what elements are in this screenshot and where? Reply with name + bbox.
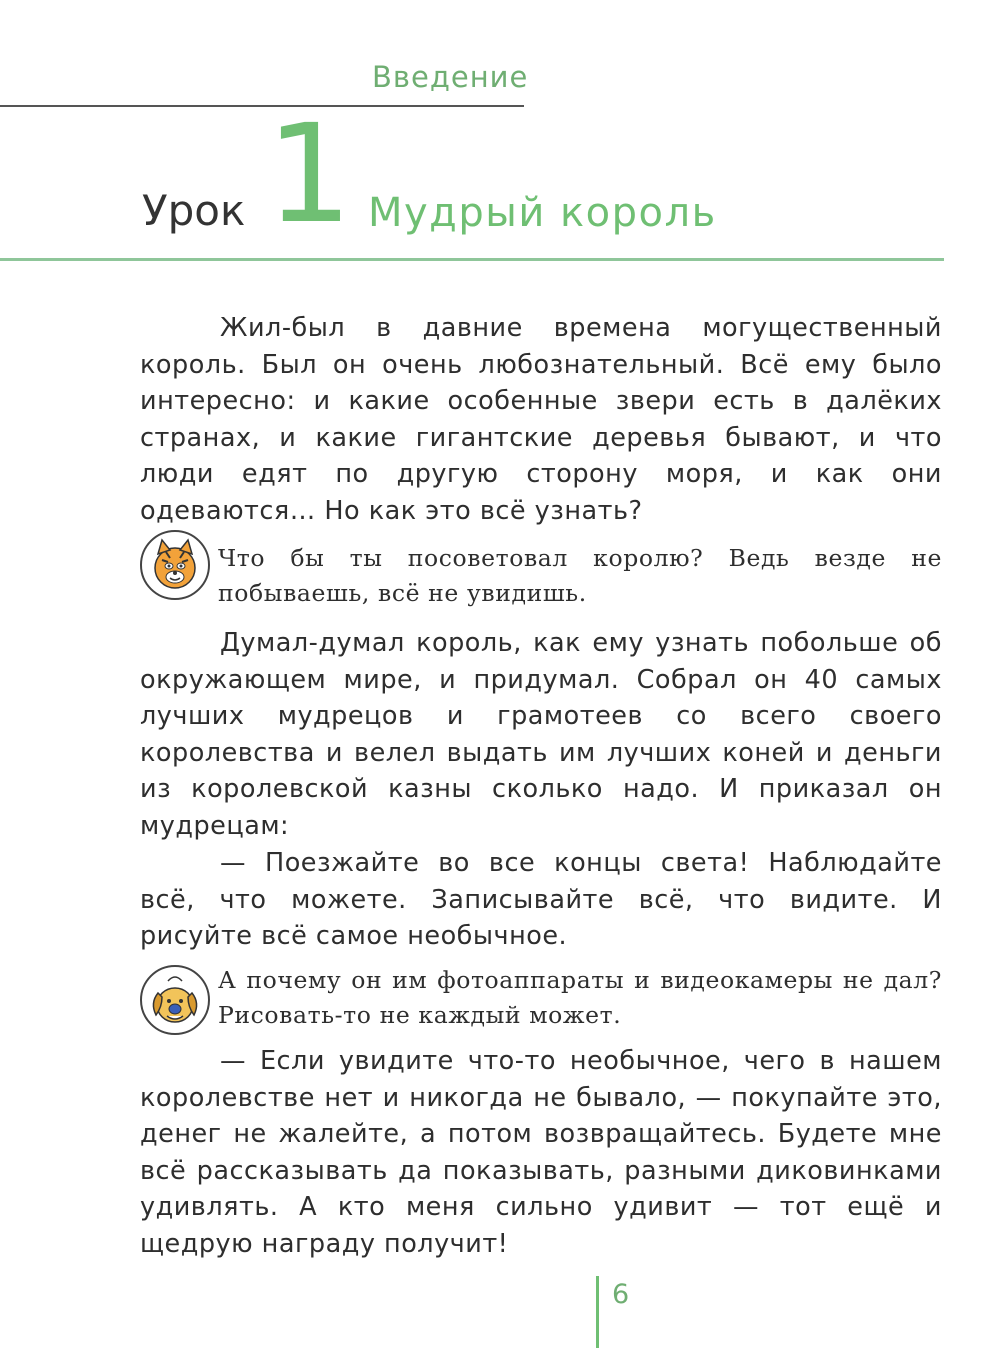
paragraph-3: — Поезжайте во все концы света! Наблюдайте всё, что можете. Записывайте всё, что видите. И рисуйте всё самое необычное. <box>140 848 942 952</box>
lesson-number: 1 <box>266 96 353 254</box>
section-divider <box>0 105 524 107</box>
page-number-divider <box>596 1276 599 1348</box>
lesson-title: Мудрый король <box>368 190 717 236</box>
puppy-icon <box>140 965 210 1035</box>
lesson-divider <box>0 258 944 261</box>
paragraph-4: — Если увидите что-то необычное, чего в нашем королевстве нет и никогда не бывало, — покупайте это, денег не жалейте, а потом возвращайтесь. Будете мне всё рассказывать да показывать, разными диковинками удивлять. А кто меня сильно удивит — тот ещё и щедрую награду получит! <box>140 1046 942 1259</box>
page-number: 6 <box>612 1279 630 1310</box>
paragraph-1: Жил-был в давние времена могущественный король. Был он очень любознательный. Всё ему было интересно: и какие особенные звери есть в далёких странах, и какие гигантские деревья бывают, и что люди едят по другую сторону моря, и как они одеваются… Но как это всё узнать? <box>140 313 942 526</box>
question-note-2: А почему он им фотоаппараты и видеокамеры не дал? Рисовать-то не каждый может. <box>218 966 942 1029</box>
question-note-1: Что бы ты посоветовал королю? Ведь везде не побываешь, всё не увидишь. <box>218 544 942 607</box>
lesson-word: Урок <box>142 186 246 235</box>
paragraph-2: Думал-думал король, как ему узнать побольше об окружающем мире, и придумал. Собрал он 40 самых лучших мудрецов и грамотеев со всего своего королевства и велел выдать им лучших коней и деньги из королевской казны сколько надо. И приказал он мудрецам: <box>140 628 942 841</box>
tiger-cub-icon <box>140 530 210 600</box>
section-title: Введение <box>372 60 529 94</box>
